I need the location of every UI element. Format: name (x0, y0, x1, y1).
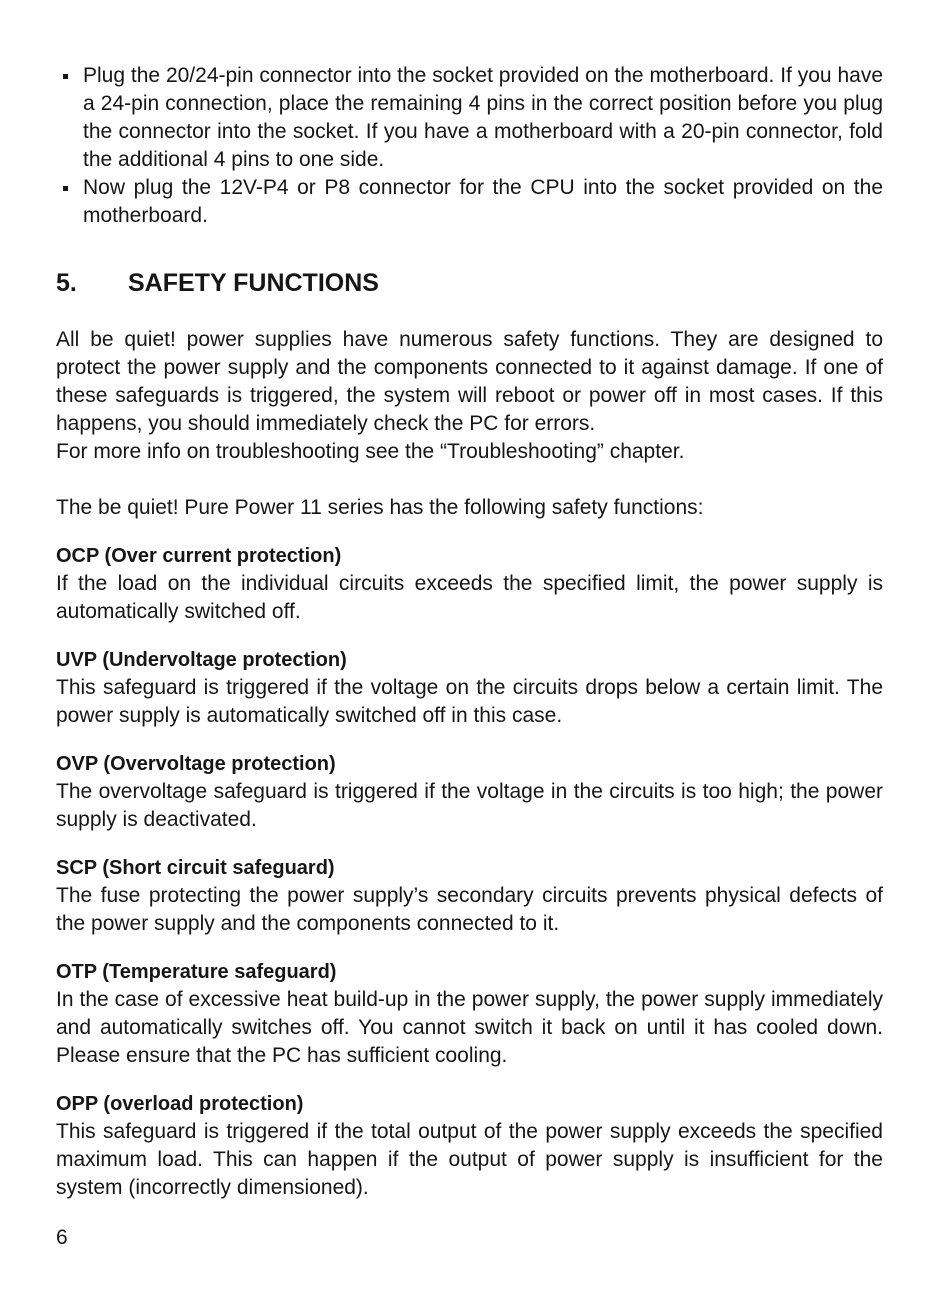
instruction-list (56, 62, 883, 230)
safety-function-title: SCP (Short circuit safeguard) (56, 857, 335, 879)
safety-function-scp (56, 854, 883, 938)
safety-function-description: The overvoltage safeguard is triggered if the voltage in the circuits is too high; the power supply is deactivated. (56, 780, 883, 831)
document-page (56, 62, 883, 1202)
safety-function-otp (56, 958, 883, 1070)
safety-function-description: The fuse protecting the power supply’s secondary circuits prevents physical defects of the power supply and the components connected to it. (56, 884, 883, 935)
safety-function-description: If the load on the individual circuits exceeds the specified limit, the power supply is automatically switched off. (56, 572, 883, 623)
safety-function-title: OPP (overload protection) (56, 1093, 304, 1115)
section-heading (56, 266, 883, 300)
safety-function-uvp (56, 646, 883, 730)
safety-function-description: In the case of excessive heat build-up in the power supply, the power supply immediately and automatically switches off. You cannot switch it back on until it has cooled down. Please ensure that the PC has sufficient cooling. (56, 988, 883, 1067)
page-number: 6 (56, 1226, 68, 1249)
section-title: SAFETY FUNCTIONS (128, 269, 379, 297)
safety-function-title: OCP (Over current protection) (56, 545, 342, 567)
safety-function-description: This safeguard is triggered if the voltage on the circuits drops below a certain limit. The power supply is automatically switched off in this case. (56, 676, 883, 727)
safety-function-title: OVP (Overvoltage protection) (56, 753, 336, 775)
series-statement: The be quiet! Pure Power 11 series has the following safety functions: (56, 496, 704, 519)
section-number: 5. (56, 269, 77, 297)
intro-paragraph: All be quiet! power supplies have numerous safety functions. They are designed to protect the power supply and the components connected to it against damage. If one of these safeguards is triggered, the system will reboot or power off in most cases. If this happens, you should immediately check the PC for errors. (56, 328, 883, 435)
safety-function-ovp (56, 750, 883, 834)
troubleshooting-note: For more info on troubleshooting see the “Troubleshooting” chapter. (56, 440, 685, 463)
safety-function-description: This safeguard is triggered if the total output of the power supply exceeds the specified maximum load. This can happen if the output of power supply is insufficient for the system (incorrectly dimensioned). (56, 1120, 883, 1199)
safety-function-opp (56, 1090, 883, 1202)
safety-function-title: UVP (Undervoltage protection) (56, 649, 347, 671)
instruction-item: Now plug the 12V-P4 or P8 connector for the CPU into the socket provided on the motherboard. (56, 174, 883, 230)
safety-function-title: OTP (Temperature safeguard) (56, 961, 337, 983)
instruction-item: Plug the 20/24-pin connector into the socket provided on the motherboard. If you have a 24-pin connection, place the remaining 4 pins in the correct position before you plug the connector into the socket. If you have a motherboard with a 20-pin connector, fold the additional 4 pins to one side. (56, 62, 883, 174)
safety-function-ocp (56, 542, 883, 626)
